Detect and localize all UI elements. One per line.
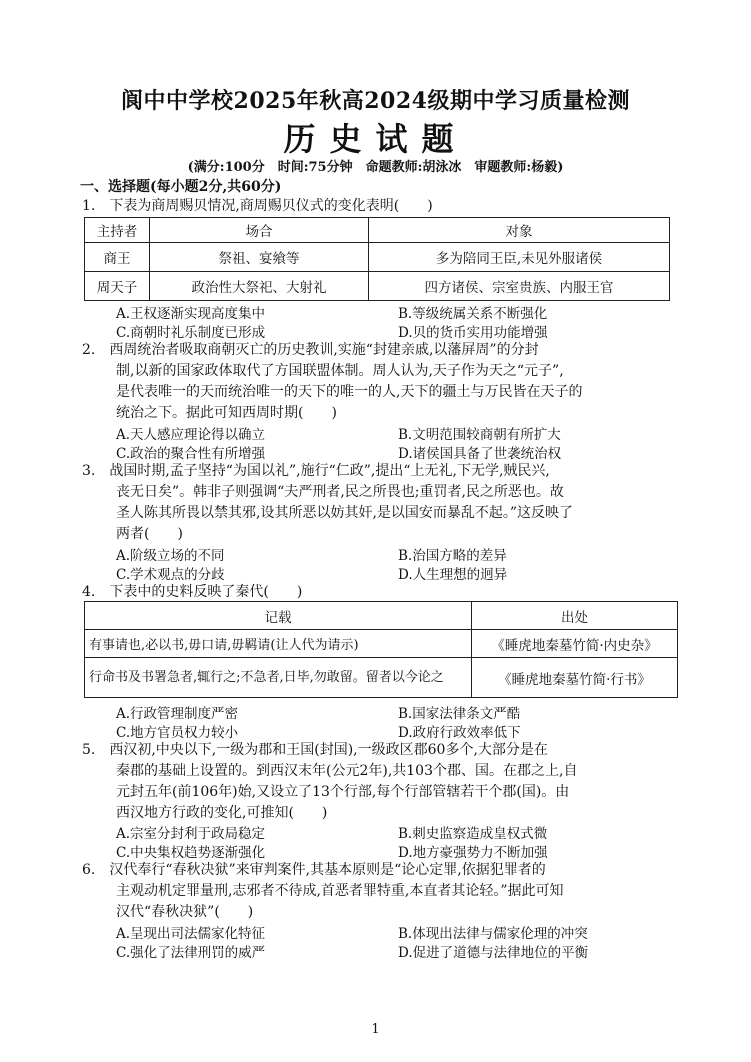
question-5-line: 元封五年(前106年)始,又设立了13个行部,每个行部管辖若干个郡(国)。由 [116,784,570,800]
question-4-table [84,601,678,698]
table-cell: 多为陪同王臣,未见外服诸侯 [369,243,670,272]
question-1-stem: 1. 下表为商周赐贝情况,商周赐贝仪式的变化表明( ) [82,198,433,214]
table-cell: 祭祖、宴飨等 [150,243,369,272]
option-c: C.中央集权趋势逐渐强化 [116,845,266,861]
option-b: B.治国方略的差异 [398,548,507,564]
exam-title: 阆中中学校2025年秋高2024级期中学习质量检测 [121,88,630,114]
option-c: C.强化了法律刑罚的威严 [116,945,266,961]
option-c: C.政治的聚合性有所增强 [116,446,266,462]
option-d: D.贝的货币实用功能增强 [398,325,548,341]
table-header: 出处 [472,602,678,630]
option-b: B.刺史监察造成皇权式微 [398,826,548,842]
question-2-line: 制,以新的国家政体取代了方国联盟体制。周人认为,天子作为天之“元子”, [116,363,564,379]
table-cell: 商王 [85,243,150,272]
question-3-line: 两者( ) [116,526,183,542]
table-cell: 政治性大祭祀、大射礼 [150,272,369,301]
question-6-line: 汉代“春秋决狱”( ) [116,904,254,920]
table-header: 场合 [150,218,369,243]
question-6-line: 6. 汉代奉行“春秋决狱”来审判案件,其基本原则是“论心定罪,依据犯罪者的 [82,862,546,878]
question-6-line: 主观动机定罪量刑,志邪者不待成,首恶者罪特重,本直者其论轻。”据此可知 [116,883,564,899]
table-cell: 《睡虎地秦墓竹简·行书》 [472,658,678,698]
option-a: A.呈现出司法儒家化特征 [116,926,266,942]
page-number: 1 [371,1022,380,1037]
option-a: A.阶级立场的不同 [116,548,225,564]
question-3-line: 丧无日矣”。韩非子则强调“夫严刑者,民之所畏也;重罚者,民之所恶也。故 [116,484,564,500]
option-b: B.国家法律条文严酷 [398,706,521,722]
option-b: B.文明范围较商朝有所扩大 [398,427,561,443]
option-d: D.人生理想的迥异 [398,567,508,583]
question-2-line: 是代表唯一的天而统治唯一的天下的唯一的人,天下的疆土与万民皆在天子的 [116,384,583,400]
table-cell: 四方诸侯、宗室贵族、内服王官 [369,272,670,301]
subject-title: 历史试题 [283,120,468,158]
option-b: B.等级统属关系不断强化 [398,306,548,322]
option-a: A.王权逐渐实现高度集中 [116,306,266,322]
table-header: 主持者 [85,218,150,243]
option-d: D.政府行政效率低下 [398,725,521,741]
question-4-stem: 4. 下表中的史料反映了秦代( ) [82,584,303,600]
option-a: A.天人感应理论得以确立 [116,427,266,443]
question-3-line: 3. 战国时期,孟子坚持“为国以礼”,施行“仁政”,提出“上无礼,下无学,贼民兴, [82,463,550,479]
option-d: D.促进了道德与法律地位的平衡 [398,945,589,961]
section-heading: 一、选择题(每小题2分,共60分) [80,179,282,195]
table-cell: 行命书及书署急者,辄行之;不急者,日毕,勿敢留。留者以今论之 [85,658,472,698]
option-d: D.诸侯国具备了世袭统治权 [398,446,562,462]
question-5-line: 5. 西汉初,中央以下,一级为郡和王国(封国),一级政区郡60多个,大部分是在 [82,742,548,758]
option-c: C.地方官员权力较小 [116,725,239,741]
option-d: D.地方豪强势力不断加强 [398,845,548,861]
table-cell: 《睡虎地秦墓竹简·内史杂》 [472,630,678,658]
question-1-table [84,217,670,301]
exam-meta: (满分:100分 时间:75分钟 命题教师:胡泳冰 审题教师:杨毅) [187,160,564,175]
question-5-line: 秦郡的基础上设置的。到西汉末年(公元2年),共103个郡、国。在郡之上,自 [116,763,578,779]
table-header: 对象 [369,218,670,243]
question-5-line: 西汉地方行政的变化,可推知( ) [116,805,328,821]
table-cell: 周天子 [85,272,150,301]
table-cell: 有事请也,必以书,毋口请,毋羁请(让人代为请示) [85,630,472,658]
question-2-line: 统治之下。据此可知西周时期( ) [116,405,337,421]
option-c: C.学术观点的分歧 [116,567,225,583]
option-a: A.宗室分封利于政局稳定 [116,826,266,842]
table-header: 记载 [85,602,472,630]
question-2-line: 2. 西周统治者吸取商朝灭亡的历史教训,实施“封建亲戚,以藩屏周”的分封 [82,342,539,358]
option-b: B.体现出法律与儒家伦理的冲突 [398,926,588,942]
question-3-line: 圣人陈其所畏以禁其邪,设其所恶以妨其奸,是以国安而暴乱不起。”这反映了 [116,505,574,521]
option-a: A.行政管理制度严密 [116,706,239,722]
option-c: C.商朝时礼乐制度已形成 [116,325,266,341]
